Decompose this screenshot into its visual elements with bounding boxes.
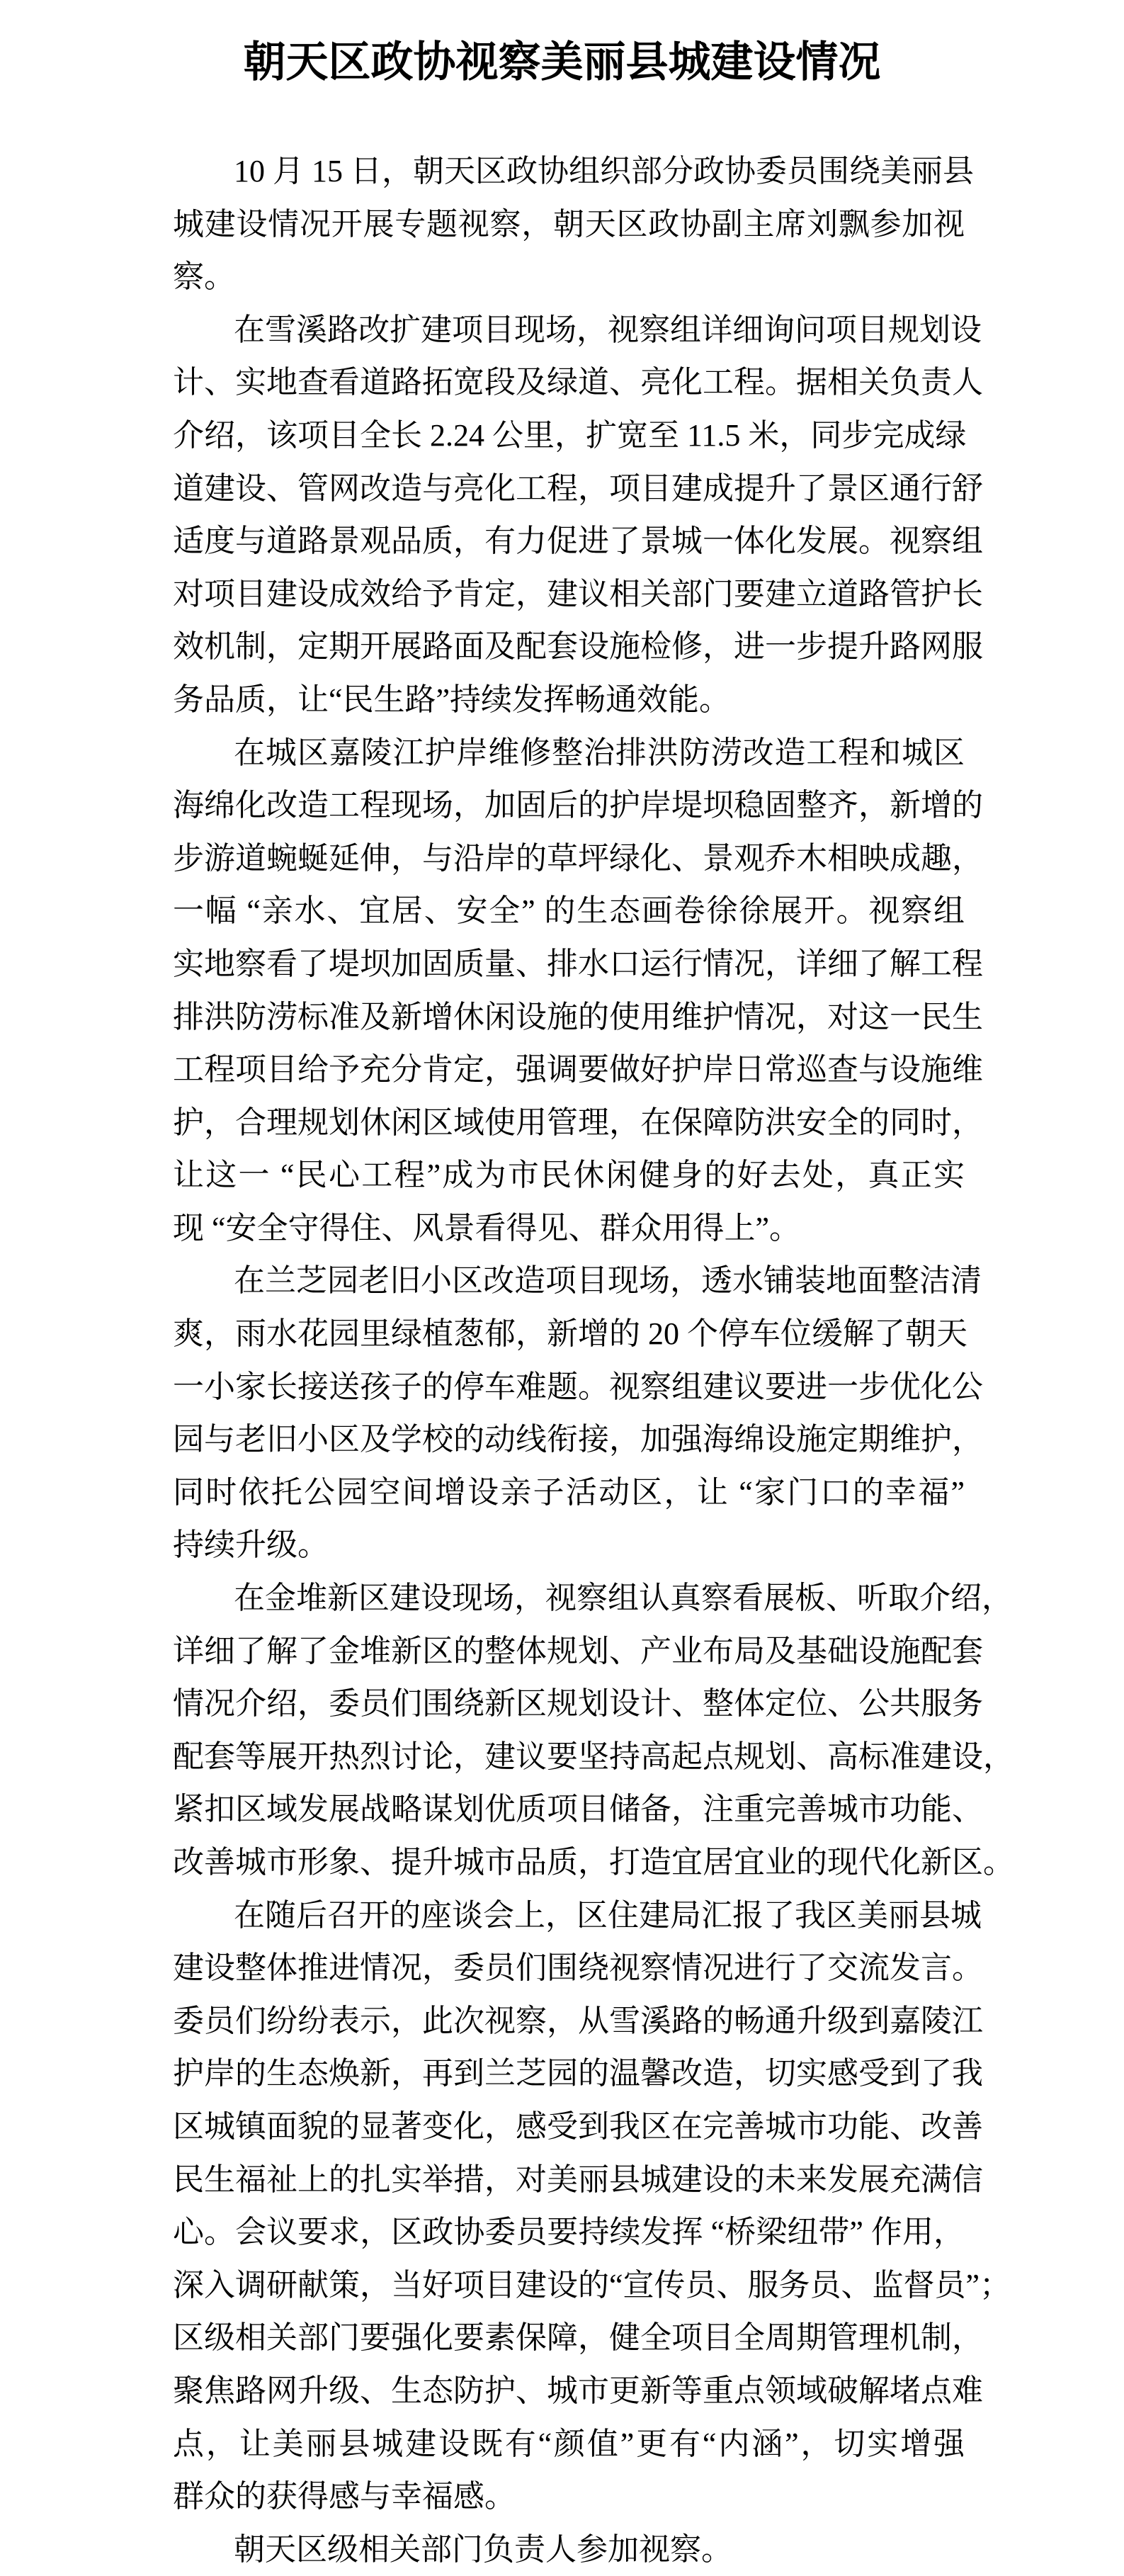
- paragraph-line: 效机制，定期开展路面及配套设施检修，进一步提升路网服: [173, 629, 983, 665]
- paragraph-line: 配套等展开热烈讨论，建议要坚持高起点规划、高标准建设，: [173, 1739, 1014, 1774]
- paragraph-line: 在城区嘉陵江护岸维修整治排洪防涝改造工程和城区: [234, 735, 965, 770]
- paragraph-line: 园与老旧小区及学校的动线衔接，加强海绵设施定期维护，: [173, 1422, 983, 1457]
- paragraph: [173, 1255, 983, 1572]
- paragraph-line: 一幅 “亲水、宜居、安全” 的生态画卷徐徐展开。视察组: [173, 893, 965, 929]
- paragraph: [173, 1572, 1014, 1889]
- paragraph-line: 察。: [173, 259, 235, 295]
- paragraph-line: 紧扣区域发展战略谋划优质项目储备，注重完善城市功能、: [173, 1792, 983, 1827]
- paragraph-line: 爽，雨水花园里绿植葱郁，新增的 20 个停车位缓解了朝天: [173, 1316, 967, 1352]
- paragraph-line: 聚焦路网升级、生态防护、城市更新等重点领域破解堵点难: [173, 2373, 983, 2408]
- paragraph-line: 在随后召开的座谈会上，区住建局汇报了我区美丽县城: [234, 1897, 982, 1933]
- paragraph: [173, 2524, 965, 2576]
- paragraph-line: 护，合理规划休闲区域使用管理，在保障防洪安全的同时，: [173, 1105, 983, 1140]
- paragraph-line: 同时依托公园空间增设亲子活动区，让 “家门口的幸福”: [173, 1474, 965, 1510]
- paragraph-line: 区城镇面貌的显著变化，感受到我区在完善城市功能、改善: [173, 2108, 983, 2144]
- paragraph-line: 朝天区级相关部门负责人参加视察。: [234, 2531, 732, 2567]
- paragraph-line: 介绍，该项目全长 2.24 公里，扩宽至 11.5 米，同步完成绿: [173, 417, 967, 453]
- paragraph: [173, 304, 983, 727]
- paragraph-line: 详细了解了金堆新区的整体规划、产业布局及基础设施配套: [173, 1633, 983, 1668]
- paragraph-line: 民生福祉上的扎实举措，对美丽县城建设的未来发展充满信: [173, 2162, 983, 2197]
- paragraph-line: 在雪溪路改扩建项目现场，视察组详细询问项目规划设: [234, 312, 982, 347]
- paragraph-line: 10 月 15 日，朝天区政协组织部分政协委员围绕美丽县: [234, 154, 974, 188]
- article-body: [173, 145, 1014, 2576]
- paragraph-line: 持续升级。: [173, 1527, 329, 1563]
- paragraph-line: 步游道蜿蜒延伸，与沿岸的草坪绿化、景观乔木相映成趣，: [173, 840, 983, 876]
- paragraph-line: 委员们纷纷表示，此次视察，从雪溪路的畅通升级到嘉陵江: [173, 2003, 983, 2038]
- paragraph-line: 排洪防涝标准及新增休闲设施的使用维护情况，对这一民生: [173, 999, 983, 1034]
- paragraph-line: 情况介绍，委员们围绕新区规划设计、整体定位、公共服务: [173, 1686, 983, 1722]
- paragraph-line: 现 “安全守得住、风景看得见、群众用得上”。: [173, 1210, 801, 1245]
- paragraph-line: 在兰芝园老旧小区改造项目现场，透水铺装地面整洁清: [234, 1263, 982, 1299]
- paragraph-line: 海绵化改造工程现场，加固后的护岸堤坝稳固整齐，新增的: [173, 788, 983, 823]
- paragraph: [173, 727, 983, 1255]
- paragraph: [173, 1889, 1011, 2524]
- paragraph-line: 建设整体推进情况，委员们围绕视察情况进行了交流发言。: [173, 1950, 983, 1986]
- paragraph-line: 心。会议要求，区政协委员要持续发挥 “桥梁纽带” 作用，: [173, 2215, 965, 2250]
- paragraph-line: 实地察看了堤坝加固质量、排水口运行情况，详细了解工程: [173, 946, 983, 981]
- paragraph-line: 一小家长接送孩子的停车难题。视察组建议要进一步优化公: [173, 1369, 983, 1404]
- paragraph-line: 工程项目给予充分肯定，强调要做好护岸日常巡查与设施维: [173, 1052, 983, 1088]
- paragraph-line: 护岸的生态焕新，再到兰芝园的温馨改造，切实感受到了我: [173, 2056, 983, 2091]
- article-title: 朝天区政协视察美丽县城建设情况: [243, 38, 881, 88]
- paragraph-line: 对项目建设成效给予肯定，建议相关部门要建立道路管护长: [173, 576, 983, 611]
- paragraph-line: 点，让美丽县城建设既有“颜值”更有“内涵”，切实增强: [173, 2426, 965, 2461]
- paragraph-line: 深入调研献策，当好项目建设的“宣传员、服务员、监督员”；: [173, 2267, 1011, 2303]
- paragraph-line: 让这一 “民心工程”成为市民休闲健身的好去处，真正实: [173, 1158, 965, 1193]
- paragraph-line: 务品质，让“民生路”持续发挥畅通效能。: [173, 682, 731, 717]
- paragraph-line: 在金堆新区建设现场，视察组认真察看展板、听取介绍，: [234, 1581, 1013, 1616]
- paragraph-line: 道建设、管网改造与亮化工程，项目建成提升了景区通行舒: [173, 470, 983, 506]
- paragraph: [173, 145, 974, 304]
- paragraph-line: 改善城市形象、提升城市品质，打造宜居宜业的现代化新区。: [173, 1845, 1014, 1880]
- paragraph-line: 计、实地查看道路拓宽段及绿道、亮化工程。据相关负责人: [173, 365, 983, 400]
- paragraph-line: 城建设情况开展专题视察，朝天区政协副主席刘飘参加视: [173, 206, 965, 242]
- paragraph-line: 适度与道路景观品质，有力促进了景城一体化发展。视察组: [173, 524, 983, 559]
- paragraph-line: 区级相关部门要强化要素保障，健全项目全周期管理机制，: [173, 2320, 983, 2356]
- paragraph-line: 群众的获得感与幸福感。: [173, 2479, 516, 2514]
